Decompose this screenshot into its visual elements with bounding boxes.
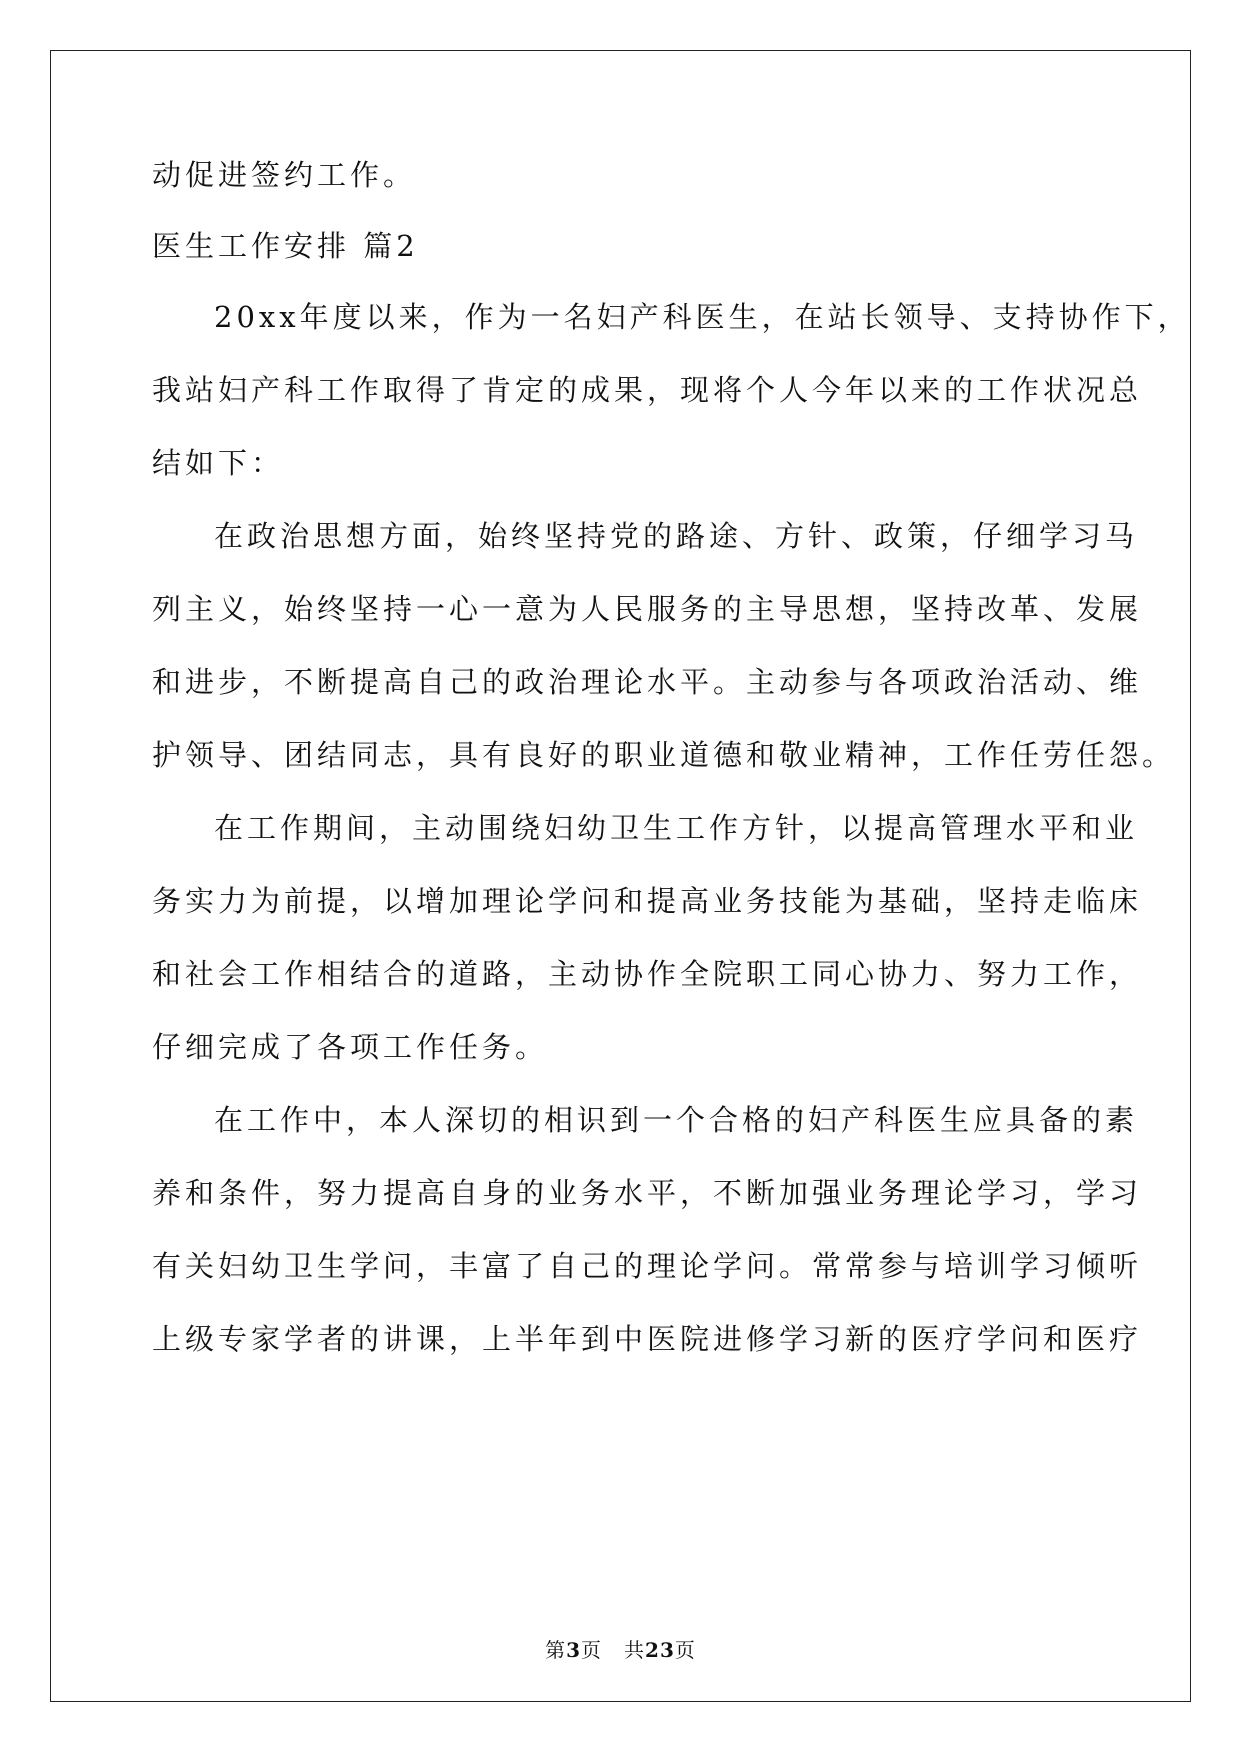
page-prefix: 第 — [545, 1638, 567, 1662]
text-line: 仔细完成了各项工作任务。 — [152, 1030, 549, 1064]
text-line: 和进步，不断提高自己的政治理论水平。主动参与各项政治活动、维 — [152, 665, 1143, 699]
total-prefix: 共 — [624, 1638, 646, 1662]
text-line: 在政治思想方面，始终坚持党的路途、方针、政策，仔细学习马 — [214, 519, 1139, 553]
text-line: 在工作中，本人深切的相识到一个合格的妇产科医生应具备的素 — [214, 1103, 1139, 1137]
text-line: 在工作期间，主动围绕妇幼卫生工作方针，以提高管理水平和业 — [214, 811, 1139, 845]
text-line: 务实力为前提，以增加理论学问和提高业务技能为基础，坚持走临床 — [152, 884, 1143, 918]
page-footer — [0, 1638, 1241, 1662]
text-line: 结如下： — [152, 446, 285, 480]
text-line: 护领导、团结同志，具有良好的职业道德和敬业精神，工作任劳任怨。 — [152, 738, 1176, 772]
section-heading: 医生工作安排 篇2 — [152, 229, 419, 263]
text-line: 上级专家学者的讲课，上半年到中医院进修学习新的医疗学问和医疗 — [152, 1322, 1143, 1356]
text-line: 列主义，始终坚持一心一意为人民服务的主导思想，坚持改革、发展 — [152, 592, 1143, 626]
total-pages: 23 — [645, 1638, 675, 1662]
text-line: 20xx年度以来，作为一名妇产科医生，在站长领导、支持协作下， — [214, 300, 1191, 334]
page-number: 3 — [566, 1638, 582, 1662]
text-line: 和社会工作相结合的道路，主动协作全院职工同心协力、努力工作， — [152, 957, 1143, 991]
text-line: 有关妇幼卫生学问，丰富了自己的理论学问。常常参与培训学习倾听 — [152, 1249, 1143, 1283]
text-line: 我站妇产科工作取得了肯定的成果，现将个人今年以来的工作状况总 — [152, 373, 1143, 407]
page-suffix: 页 — [581, 1638, 603, 1662]
text-line: 动促进签约工作。 — [152, 158, 417, 192]
text-line: 养和条件，努力提高自身的业务水平，不断加强业务理论学习，学习 — [152, 1176, 1143, 1210]
total-suffix: 页 — [674, 1638, 696, 1662]
